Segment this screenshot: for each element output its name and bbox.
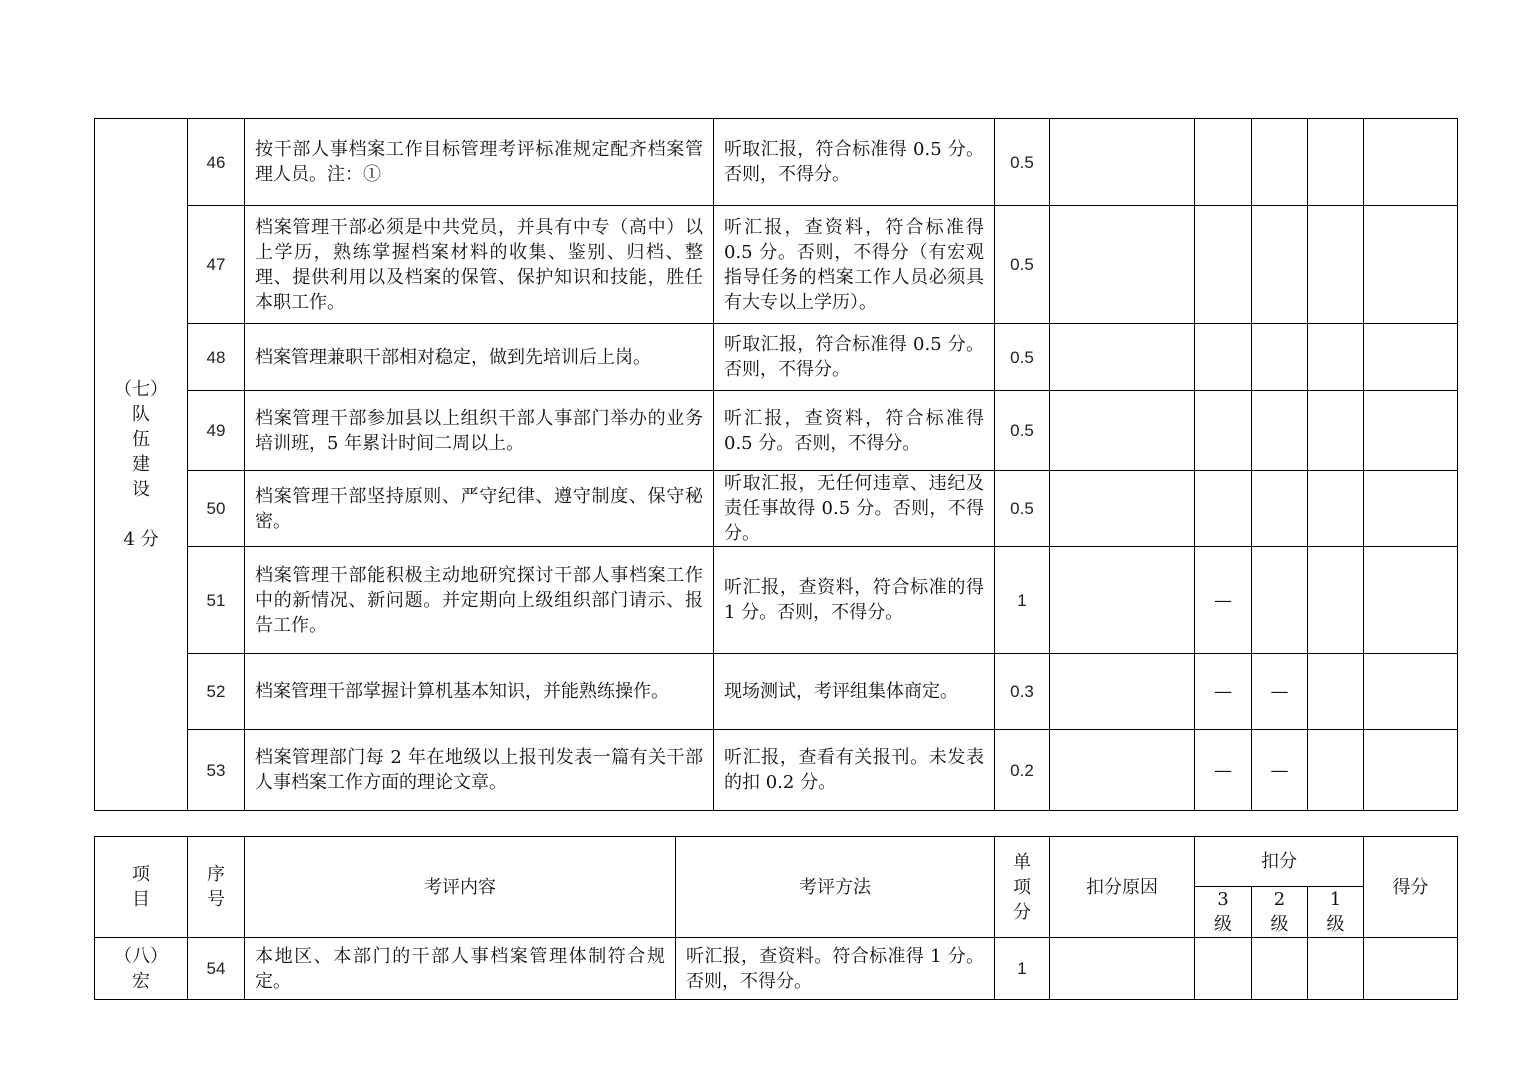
header-level-2: 2 级 [1252,887,1308,938]
row-score: 1 [995,547,1050,654]
row-deduct-2 [1252,938,1308,1000]
header-reason: 扣分原因 [1050,837,1195,938]
category-cell: （七） 队 伍 建 设 4 分 [95,119,188,811]
section-7-body [95,119,1458,811]
row-method: 听汇报，查资料，符合标准的得 1 分。否则，不得分。 [714,547,995,654]
row-deduct-2 [1252,206,1308,324]
row-number: 49 [188,391,245,471]
row-got [1364,119,1458,206]
row-number: 51 [188,547,245,654]
evaluation-table-section-7 [94,118,1458,811]
row-deduct-1 [1308,119,1364,206]
header-level-3: 3 级 [1195,887,1252,938]
row-content: 档案管理兼职干部相对稳定，做到先培训后上岗。 [245,324,714,391]
row-deduct-2 [1252,119,1308,206]
row-content: 本地区、本部门的干部人事档案管理体制符合规定。 [245,938,676,1000]
row-method: 现场测试，考评组集体商定。 [714,654,995,730]
row-reason [1050,206,1195,324]
row-deduct-1 [1308,206,1364,324]
row-number: 50 [188,471,245,547]
row-deduct-3: — [1195,654,1252,730]
row-number: 52 [188,654,245,730]
row-method: 听取汇报，符合标准得 0.5 分。否则，不得分。 [714,324,995,391]
row-deduct-3: — [1195,730,1252,811]
row-reason [1050,391,1195,471]
row-deduct-3 [1195,206,1252,324]
table-row [95,654,1458,730]
row-number: 53 [188,730,245,811]
header-deduct: 扣分 [1195,837,1364,887]
row-got [1364,938,1458,1000]
row-deduct-3 [1195,324,1252,391]
row-score: 0.5 [995,391,1050,471]
header-content: 考评内容 [245,837,676,938]
table-row [95,206,1458,324]
row-reason [1050,324,1195,391]
row-content: 档案管理部门每 2 年在地级以上报刊发表一篇有关干部人事档案工作方面的理论文章。 [245,730,714,811]
row-method: 听汇报，查资料，符合标准得 0.5 分。否则，不得分。 [714,391,995,471]
table-row [95,324,1458,391]
header-item: 项 目 [95,837,188,938]
row-method: 听汇报，查看有关报刊。未发表的扣 0.2 分。 [714,730,995,811]
table-row [95,119,1458,206]
row-content: 按干部人事档案工作目标管理考评标准规定配齐档案管理人员。注：① [245,119,714,206]
header-no: 序 号 [188,837,245,938]
row-score: 0.5 [995,471,1050,547]
row-content: 档案管理干部掌握计算机基本知识，并能熟练操作。 [245,654,714,730]
row-deduct-2 [1252,324,1308,391]
row-got [1364,324,1458,391]
row-content: 档案管理干部能积极主动地研究探讨干部人事档案工作中的新情况、新问题。并定期向上级组织部门请示、报告工作。 [245,547,714,654]
category-cell: （八） 宏 [95,938,188,1000]
row-got [1364,654,1458,730]
row-deduct-1 [1308,938,1364,1000]
row-content: 档案管理干部坚持原则、严守纪律、遵守制度、保守秘密。 [245,471,714,547]
row-content: 档案管理干部必须是中共党员，并具有中专（高中）以上学历，熟练掌握档案材料的收集、鉴别、归档、整理、提供利用以及档案的保管、保护知识和技能，胜任本职工作。 [245,206,714,324]
row-got [1364,547,1458,654]
row-deduct-3: — [1195,547,1252,654]
row-reason [1050,654,1195,730]
row-deduct-3 [1195,471,1252,547]
table-row [95,547,1458,654]
evaluation-table-section-8 [94,836,1458,1000]
row-reason [1050,938,1195,1000]
row-deduct-1 [1308,730,1364,811]
row-score: 0.3 [995,654,1050,730]
row-deduct-2 [1252,547,1308,654]
row-number: 47 [188,206,245,324]
row-deduct-1 [1308,391,1364,471]
row-deduct-1 [1308,654,1364,730]
row-reason [1050,119,1195,206]
table-header-row [95,837,1458,887]
header-level-1: 1 级 [1308,887,1364,938]
row-score: 1 [995,938,1050,1000]
header-unit-score: 单 项 分 [995,837,1050,938]
row-reason [1050,471,1195,547]
row-got [1364,391,1458,471]
row-number: 46 [188,119,245,206]
row-method: 听取汇报，符合标准得 0.5 分。否则，不得分。 [714,119,995,206]
row-method: 听汇报，查资料，符合标准得 0.5 分。否则，不得分（有宏观指导任务的档案工作人员必须具有大专以上学历）。 [714,206,995,324]
table-row [95,391,1458,471]
header-method: 考评方法 [676,837,995,938]
row-score: 0.5 [995,119,1050,206]
row-got [1364,730,1458,811]
row-deduct-3 [1195,938,1252,1000]
row-got [1364,206,1458,324]
row-deduct-3 [1195,391,1252,471]
row-deduct-2 [1252,471,1308,547]
row-score: 0.5 [995,324,1050,391]
row-number: 54 [188,938,245,1000]
row-deduct-2 [1252,391,1308,471]
row-deduct-2: — [1252,730,1308,811]
row-deduct-1 [1308,471,1364,547]
table-row [95,471,1458,547]
row-deduct-2: — [1252,654,1308,730]
table-row [95,730,1458,811]
row-method: 听取汇报，无任何违章、违纪及责任事故得 0.5 分。否则，不得分。 [714,471,995,547]
row-got [1364,471,1458,547]
row-reason [1050,547,1195,654]
row-deduct-1 [1308,547,1364,654]
header-got: 得分 [1364,837,1458,938]
row-score: 0.5 [995,206,1050,324]
row-deduct-1 [1308,324,1364,391]
row-reason [1050,730,1195,811]
table-row [95,938,1458,1000]
row-deduct-3 [1195,119,1252,206]
row-score: 0.2 [995,730,1050,811]
row-content: 档案管理干部参加县以上组织干部人事部门举办的业务培训班，5 年累计时间二周以上。 [245,391,714,471]
row-number: 48 [188,324,245,391]
row-method: 听汇报，查资料。符合标准得 1 分。否则，不得分。 [676,938,995,1000]
